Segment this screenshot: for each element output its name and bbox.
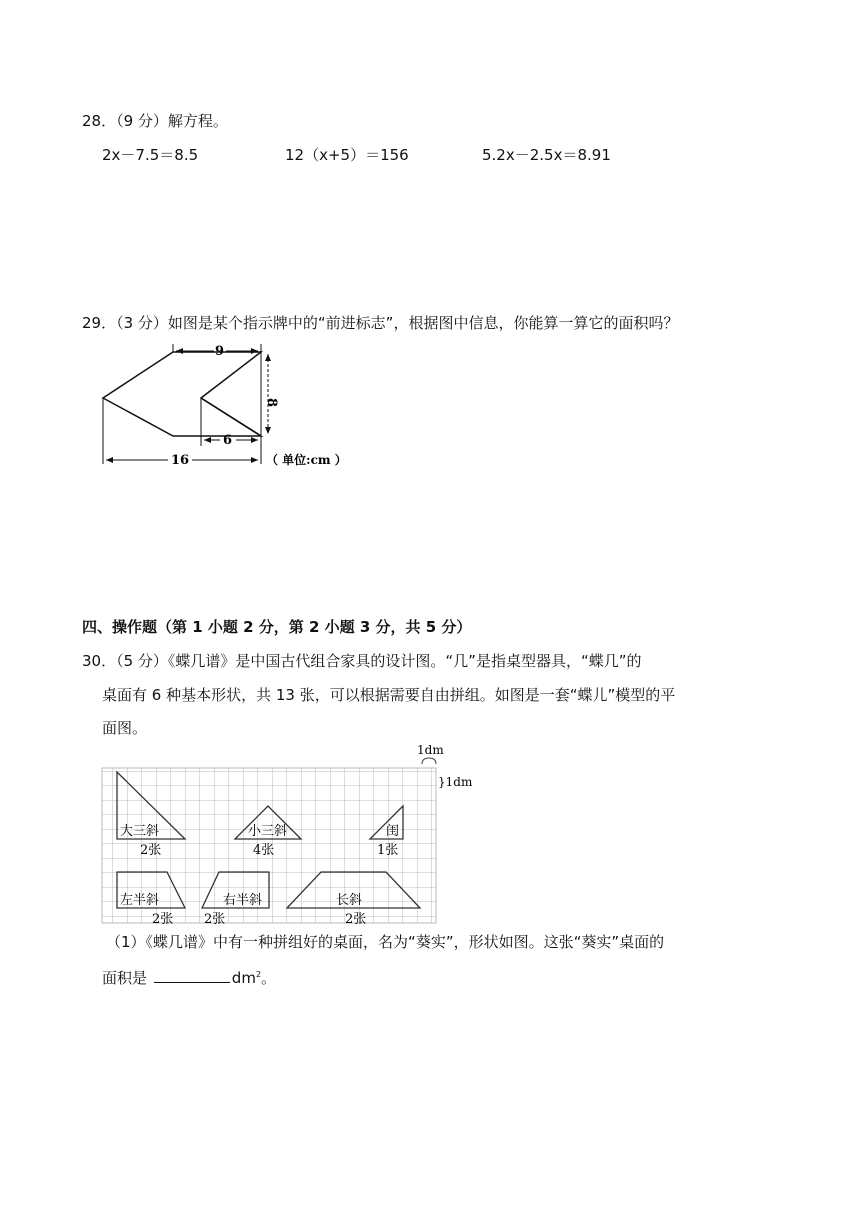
equation-2: 12（x+5）＝156 — [285, 146, 409, 164]
unit-side-label: }1dm — [438, 775, 473, 789]
q28-title: 28．（9 分）解方程。 — [82, 112, 228, 130]
q29-title: 29．（3 分）如图是某个指示牌中的“前进标志”，根据图中信息，你能算一算它的面积吗？ — [82, 314, 679, 332]
sub1-end: 。 — [261, 969, 277, 987]
q30-sub1-line-2 — [102, 965, 276, 988]
dim-total-16: 16 — [171, 453, 190, 468]
piece-count-5: 2张 — [204, 912, 226, 927]
equation-1: 2x－7.5＝8.5 — [102, 146, 199, 164]
piece-count-1: 2张 — [140, 843, 162, 858]
q30-sub1-line-1: （1）《蝶几谱》中有一种拼组好的桌面，名为“葵实”，形状如图。这张“葵实”桌面的 — [106, 933, 665, 951]
dim-inner-6: 6 — [223, 433, 233, 448]
section-heading: 四、操作题（第 1 小题 2 分，第 2 小题 3 分，共 5 分） — [82, 618, 472, 636]
forward-sign-shape — [103, 352, 261, 436]
forward-sign-figure — [96, 340, 376, 475]
q30-line-3: 面图。 — [102, 719, 148, 737]
piece-name-4: 左半斜 — [120, 893, 160, 908]
piece-name-3: 闺 — [386, 824, 400, 839]
q30-line-1: 30．（5 分）《蝶几谱》是中国古代组合家具的设计图。“几”是指桌型器具，“蝶几”的 — [82, 652, 642, 670]
piece-name-5: 右半斜 — [223, 893, 263, 908]
unit-top-label: 1dm — [417, 743, 444, 757]
dim-top-9: 9 — [215, 344, 225, 359]
sub1-unit: dm — [231, 969, 256, 987]
piece-name-2: 小三斜 — [248, 824, 288, 839]
piece-count-3: 1张 — [377, 843, 399, 858]
dim-height-8: 8 — [264, 398, 279, 408]
sub1-prefix: 面积是 — [102, 969, 148, 987]
equation-3: 5.2x－2.5x＝8.91 — [482, 146, 611, 164]
unit-label: （ 单位:cm ） — [266, 453, 347, 467]
sub1-sup: 2 — [255, 970, 262, 979]
answer-blank[interactable] — [154, 968, 230, 983]
piece-count-2: 4张 — [253, 843, 275, 858]
piece-count-4: 2张 — [152, 912, 174, 927]
q30-line-2: 桌面有 6 种基本形状，共 13 张，可以根据需要自由拼组。如图是一套“蝶儿”模型的平 — [102, 686, 676, 704]
piece-name-1: 大三斜 — [120, 824, 160, 839]
butterfly-table-grid — [98, 742, 488, 927]
piece-count-6: 2张 — [345, 912, 367, 927]
piece-name-6: 长斜 — [336, 893, 363, 908]
